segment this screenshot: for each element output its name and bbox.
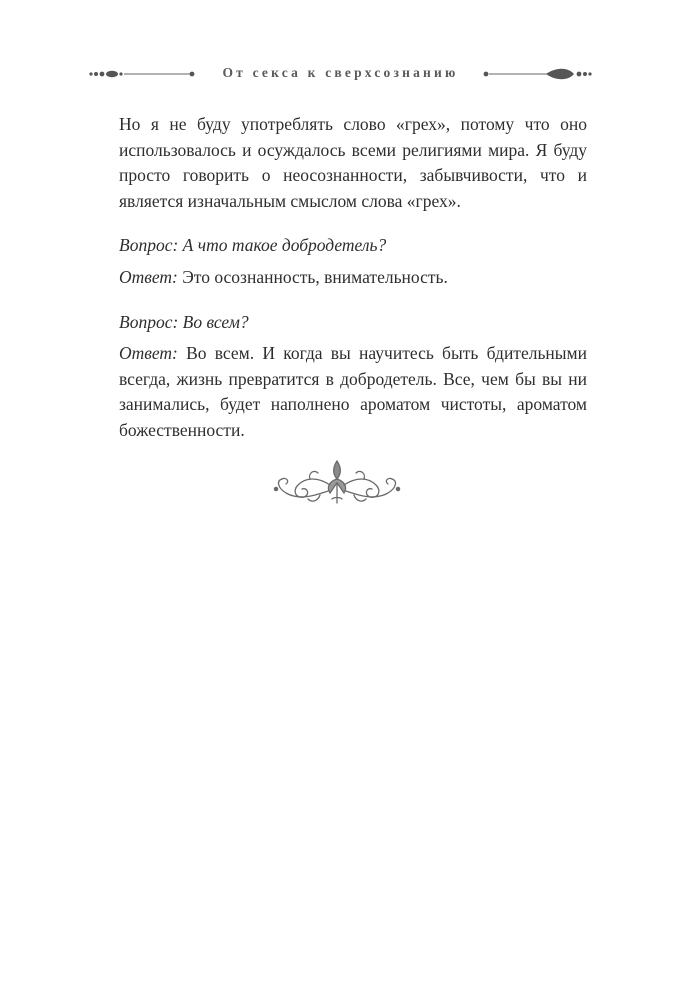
main-text [119,112,587,444]
question-1 [119,233,587,259]
question-label: Вопрос: [119,235,179,256]
paragraph: Но я не буду употреблять слово «грех», потому что оно использовалось и осуждалось всеми религиями мира. Я буду просто говорить о неосознанности, забывчивости, что и является изначальным смыслом слова «грех». [119,114,587,211]
answer-text: Это осознанность, внимательность. [182,266,448,287]
answer-text: Во всем. И когда вы научитесь быть бдительными всегда, жизнь превратится в добродетель. Все, чем бы вы ни занимались, будет наполнено ароматом чистоты, ароматом божественности. [119,343,587,440]
answer-label: Ответ: [119,343,178,364]
question-label: Вопрос: [119,311,179,332]
answer-2 [119,341,587,443]
answer-1 [119,265,587,291]
question-text: Во всем? [182,311,249,332]
answer-label: Ответ: [119,266,178,287]
question-2 [119,310,587,336]
end-ornament-icon [270,455,404,507]
running-header [88,62,593,86]
question-text: А что такое добродетель? [182,235,387,256]
running-header-title: От секса к сверхсознанию [216,65,464,80]
